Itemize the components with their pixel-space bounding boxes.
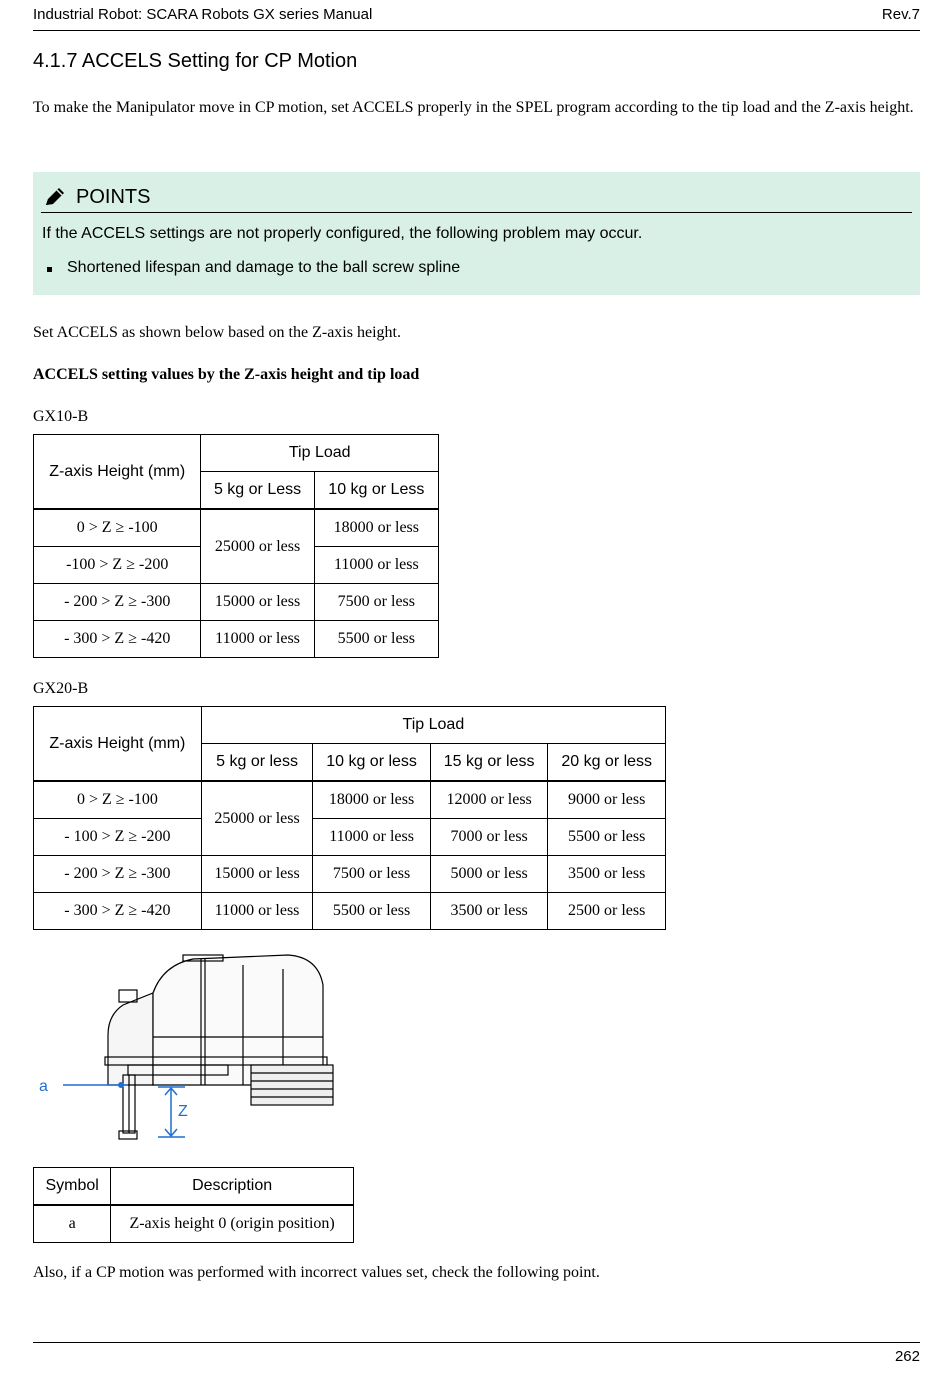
z-range-cell: - 200 > Z ≥ -300 [34,584,201,621]
gx20-table [33,706,666,930]
header-load-20: 20 kg or less [548,744,666,782]
value-cell: 3500 or less [548,856,666,893]
z-range-cell: -100 > Z ≥ -200 [34,547,201,584]
value-cell: 5500 or less [548,819,666,856]
value-cell: 18000 or less [314,509,438,547]
value-cell: 15000 or less [201,856,313,893]
points-box [33,172,920,295]
value-cell: 12000 or less [430,781,548,819]
gx10-table [33,434,439,658]
bullet-text: Shortened lifespan and damage to the ball screw spline [67,259,461,276]
z-range-cell: 0 > Z ≥ -100 [34,781,202,819]
header-tip-load: Tip Load [201,435,439,472]
z-range-cell: 0 > Z ≥ -100 [34,509,201,547]
header-symbol: Symbol [34,1168,111,1206]
set-paragraph: Set ACCELS as shown below based on the Z-axis height. [33,324,401,341]
header-load-5: 5 kg or less [201,744,313,782]
header-z-height: Z-axis Height (mm) [34,707,202,782]
z-range-cell: - 100 > Z ≥ -200 [34,819,202,856]
label-z: Z [178,1103,188,1120]
page-header [33,4,920,31]
manual-title: Industrial Robot: SCARA Robots GX series Manual [33,6,373,23]
value-cell: 25000 or less [201,509,314,584]
gx20-label: GX20-B [33,680,89,697]
value-cell: 2500 or less [548,893,666,930]
symbol-cell: a [34,1205,111,1243]
header-description: Description [111,1168,354,1206]
value-cell: 25000 or less [201,781,313,856]
value-cell: 11000 or less [201,893,313,930]
header-load-10: 10 kg or Less [314,472,438,510]
intro-paragraph: To make the Manipulator move in CP motion, set ACCELS properly in the SPEL program according to the tip load and the Z-axis height. [33,99,914,116]
header-z-height: Z-axis Height (mm) [34,435,201,510]
header-tip-load: Tip Load [201,707,665,744]
value-cell: 11000 or less [201,621,314,658]
z-range-cell: - 200 > Z ≥ -300 [34,856,202,893]
robot-diagram [33,945,343,1157]
points-label: POINTS [76,186,151,208]
dimension-annotation [39,1078,188,1137]
value-cell: 18000 or less [313,781,431,819]
page-number: 262 [894,1348,920,1365]
value-cell: 11000 or less [313,819,431,856]
value-cell: 11000 or less [314,547,438,584]
points-header [41,184,912,213]
bullet-marker [47,267,52,272]
value-cell: 5500 or less [314,621,438,658]
value-cell: 9000 or less [548,781,666,819]
z-range-cell: - 300 > Z ≥ -420 [34,621,201,658]
value-cell: 7500 or less [314,584,438,621]
pencil-icon [43,186,67,208]
z-range-cell: - 300 > Z ≥ -420 [34,893,202,930]
value-cell: 7000 or less [430,819,548,856]
footer-divider [33,1342,920,1343]
value-cell: 3500 or less [430,893,548,930]
gx10-label: GX10-B [33,408,89,425]
symbol-table [33,1167,354,1243]
value-cell: 5000 or less [430,856,548,893]
header-load-5: 5 kg or Less [201,472,314,510]
revision-label: Rev.7 [881,6,920,23]
header-load-15: 15 kg or less [430,744,548,782]
header-load-10: 10 kg or less [313,744,431,782]
robot-outline [105,955,333,1139]
section-title: 4.1.7 ACCELS Setting for CP Motion [33,50,358,72]
value-cell: 15000 or less [201,584,314,621]
value-cell: 7500 or less [313,856,431,893]
closing-paragraph: Also, if a CP motion was performed with incorrect values set, check the following point. [33,1264,600,1281]
points-text: If the ACCELS settings are not properly configured, the following problem may occur. [42,225,643,242]
table-heading: ACCELS setting values by the Z-axis height and tip load [33,366,420,383]
label-a: a [39,1078,48,1095]
description-cell: Z-axis height 0 (origin position) [111,1205,354,1243]
value-cell: 5500 or less [313,893,431,930]
